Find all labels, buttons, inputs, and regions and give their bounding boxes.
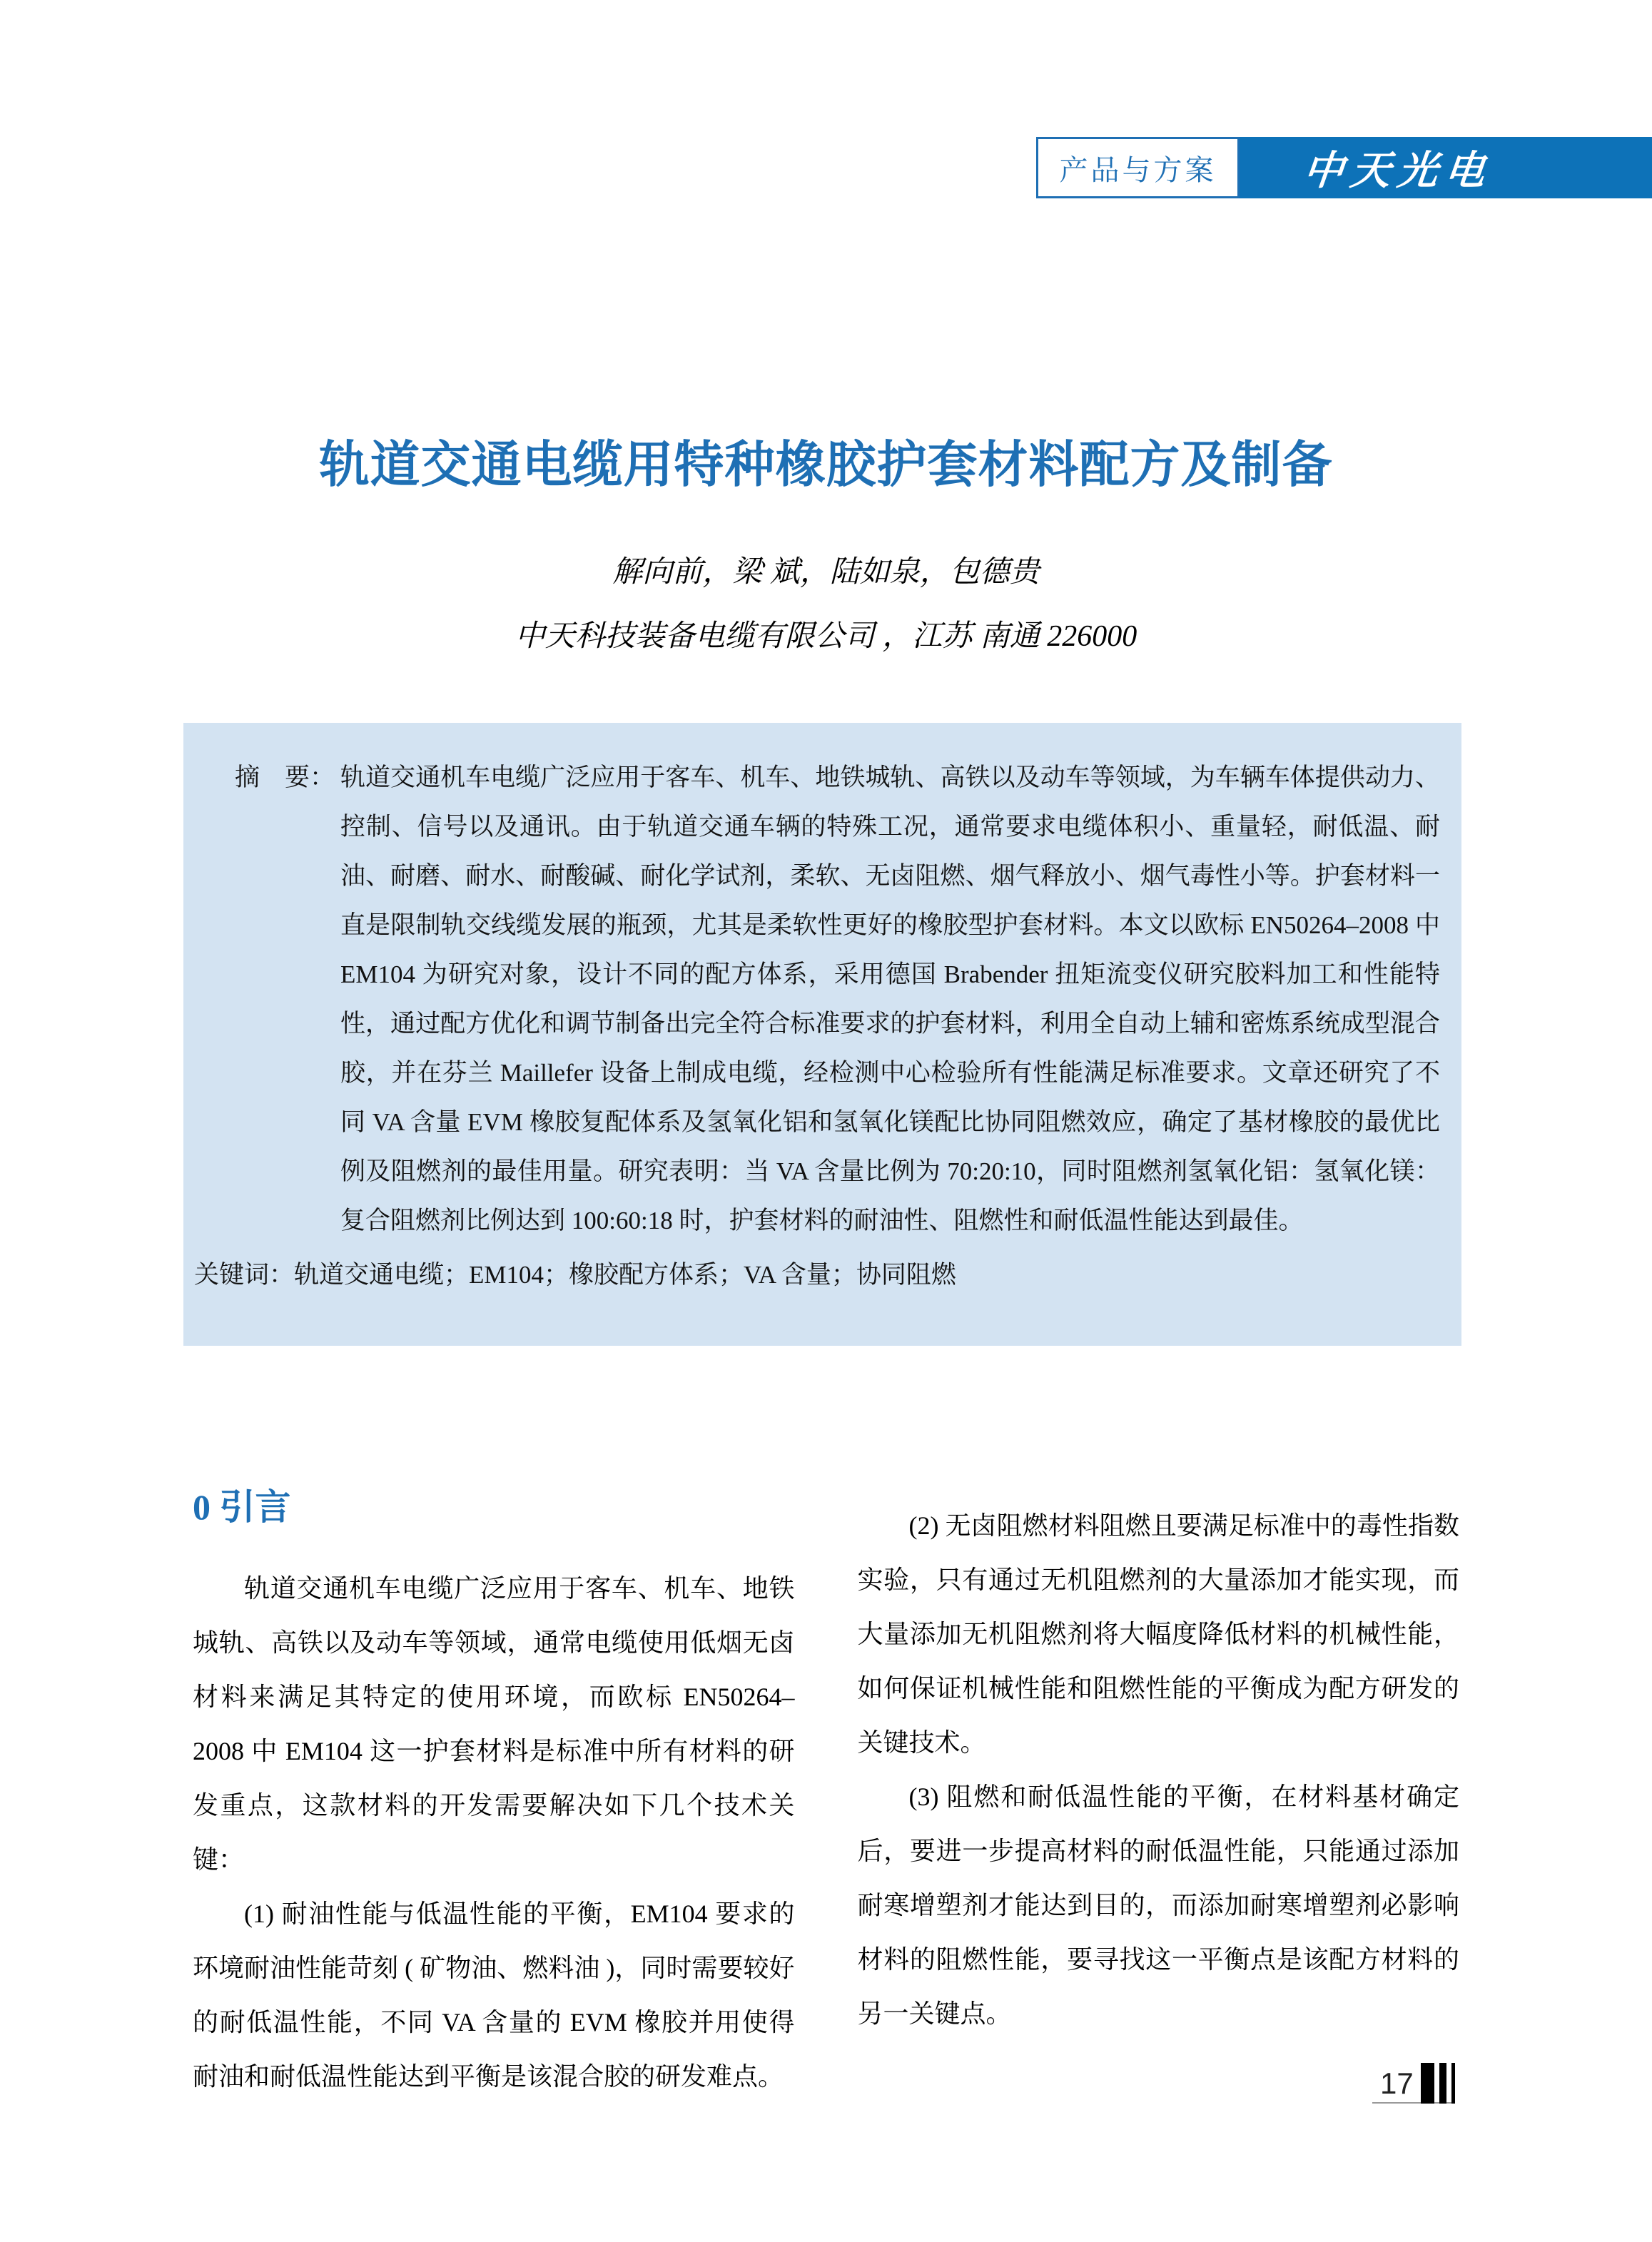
page-marker-bars [1421,2063,1455,2104]
intro-paragraph-1: 轨道交通机车电缆广泛应用于客车、机车、地铁城轨、高铁以及动车等领域，通常电缆使用低烟无卤材料来满足其特定的使用环境，而欧标 EN50264–2008 中 EM104 这一护套材料是标准中所有材料的研发重点，这款材料的开发需要解决如下几个技术关键： [193,1574,795,1874]
affiliation-line: 中天科技装备电缆有限公司 ，江苏 南通 226000 [515,620,1137,653]
authors-line: 解向前，梁 斌，陆如泉，包德贵 [612,556,1040,589]
marker-bar-gap [1446,2063,1451,2104]
right-column [858,1478,1460,2104]
page-number: 17 [1380,2066,1414,2100]
abstract-text: 轨道交通机车电缆广泛应用于客车、机车、地铁城轨、高铁以及动车等领域，为车辆车体提供动力、控制、信号以及通讯。由于轨道交通车辆的特殊工况，通常要求电缆体积小、重量轻，耐低温、耐油、耐磨、耐水、耐酸碱、耐化学试剂，柔软、无卤阻燃、烟气释放小、烟气毒性小等。护套材料一直是限制轨交线缆发展的瓶颈，尤其是柔软性更好的橡胶型护套材料。本文以欧标 EN50264–2008 中 EM104 为研究对象，设计不同的配方体系，采用德国 Brabender 扭矩流变仪研究胶料加工和性能特性，通过配方优化和调节制备出完全符合标准要求的护套材料，利用全自动上辅和密炼系统成型混合胶，并在芬兰 Maillefer 设备上制成电缆，经检测中心检验所有性能满足标准要求。文章还研究了不同 VA 含量 EVM 橡胶复配体系及氢氧化铝和氢氧化镁配比协同阻燃效应，确定了基材橡胶的最优比例及阻燃剂的最佳用量。研究表明：当 VA 含量比例为 70:20:10，同时阻燃剂氢氧化铝：氢氧化镁：复合阻燃剂比例达到 100:60:18 时，护套材料的耐油性、阻燃性和耐低温性能达到最佳。 [340,764,1440,1234]
column-tag-label: 产品与方案 [1059,154,1217,186]
column-tag-box [1036,137,1240,198]
abstract-box [183,723,1461,1346]
marker-bar-medium [1439,2063,1446,2104]
header-brand-bar [1240,137,1652,198]
intro-paragraph-4: (3) 阻燃和耐低温性能的平衡，在材料基材确定后，要进一步提高材料的耐低温性能，只能通过添加耐寒增塑剂才能达到目的，而添加耐寒增塑剂必影响材料的阻燃性能，要寻找这一平衡点是该配方材料的另一关键点。 [857,1782,1459,2028]
intro-paragraph-3: (2) 无卤阻燃材料阻燃且要满足标准中的毒性指数实验，只有通过无机阻燃剂的大量添加才能实现，而大量添加无机阻燃剂将大幅度降低材料的机械性能，如何保证机械性能和阻燃性能的平衡成为配方研发的关键技术。 [857,1511,1459,1757]
left-column [193,1478,795,2104]
keywords-text: 轨道交通电缆；EM104；橡胶配方体系；VA 含量；协同阻燃 [294,1261,956,1289]
abstract-label: 摘 要： [235,764,335,791]
abstract-row [194,753,1440,1245]
keywords-label: 关键词： [194,1261,295,1289]
marker-bar-thick [1421,2063,1434,2104]
article-title: 轨道交通电缆用特种橡胶护套材料配方及制备 [319,438,1333,493]
section-heading-introduction: 0 引言 [193,1487,291,1527]
intro-paragraph-2: (1) 耐油性能与低温性能的平衡，EM104 要求的环境耐油性能苛刻 ( 矿物油、燃料油 )，同时需要较好的耐低温性能，不同 VA 含量的 EVM 橡胶并用使得耐油和耐低温性能达到平衡是该混合胶的研发难点。 [193,1899,795,2091]
keywords-row [194,1257,1440,1294]
introduction-section [193,1478,1459,2104]
marker-bar-thin [1451,2063,1455,2104]
marker-bar-gap [1434,2063,1439,2104]
brand-logo: 中天光电 [1301,148,1494,194]
